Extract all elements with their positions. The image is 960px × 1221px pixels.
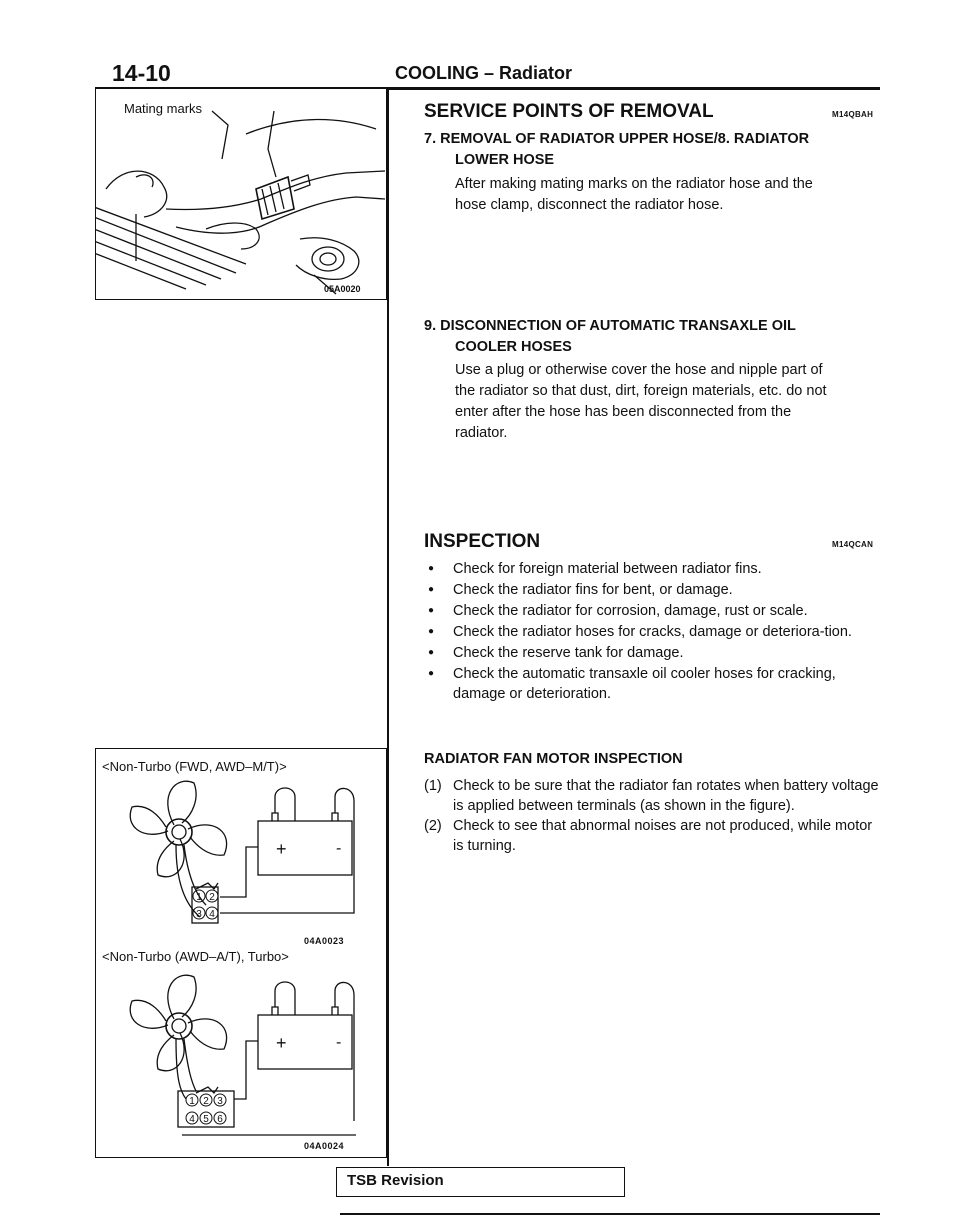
step9-text-line4: radiator. bbox=[455, 425, 508, 441]
footer-rule bbox=[340, 1213, 880, 1215]
item-text: Check to see that abnormal noises are not produced, while motor is turning. bbox=[453, 818, 873, 854]
inspection-item: ● Check the radiator for corrosion, damage, rust or scale. bbox=[424, 601, 884, 621]
page-number: 14-10 bbox=[112, 60, 171, 86]
inspection-item: ● Check the radiator hoses for cracks, damage or deteriora-tion. bbox=[424, 622, 884, 642]
inspection-item: ● Check for foreign material between radiator fins. bbox=[424, 559, 884, 579]
fan-inspection-heading: RADIATOR FAN MOTOR INSPECTION bbox=[424, 751, 683, 767]
battery-minus-bottom: - bbox=[336, 1034, 342, 1051]
battery-plus-top: + bbox=[276, 839, 287, 859]
inspection-heading: INSPECTION bbox=[424, 531, 541, 552]
terminal-label: 1 bbox=[189, 1096, 195, 1107]
terminal-label: 3 bbox=[217, 1096, 223, 1107]
terminal-label: 4 bbox=[209, 909, 215, 920]
fan-motor-figure bbox=[95, 748, 387, 1158]
step7-text-line2: hose clamp, disconnect the radiator hose. bbox=[455, 197, 724, 213]
terminal-label: 5 bbox=[203, 1114, 209, 1125]
page-title: COOLING – Radiator bbox=[395, 63, 573, 83]
removal-code: M14QBAH bbox=[832, 110, 874, 119]
step9-text-line3: enter after the hose has been disconnected from the bbox=[455, 404, 792, 420]
item-number: (1) bbox=[424, 778, 442, 794]
battery-minus-top: - bbox=[336, 840, 342, 857]
item-text: Check to be sure that the radiator fan rotates when battery voltage is applied between terminals (as shown in the figure). bbox=[453, 778, 879, 814]
terminal-label: 1 bbox=[196, 892, 202, 903]
terminal-label: 6 bbox=[217, 1114, 223, 1125]
step7-title-line1: 7. REMOVAL OF RADIATOR UPPER HOSE/8. RADIATOR bbox=[424, 131, 810, 147]
step9-title-line1: 9. DISCONNECTION OF AUTOMATIC TRANSAXLE OIL bbox=[424, 318, 796, 334]
fan-inspection-item bbox=[424, 816, 884, 856]
item-number: (2) bbox=[424, 818, 442, 834]
inspection-item: ● Check the reserve tank for damage. bbox=[424, 643, 884, 663]
fan-wiring-diagram-bottom bbox=[96, 971, 385, 1141]
fan-figure-label-bottom: <Non-Turbo (AWD–A/T), Turbo> bbox=[102, 949, 289, 964]
step7-text-line1: After making mating marks on the radiator hose and the bbox=[455, 176, 813, 192]
fan-figure-code-top: 04A0023 bbox=[304, 936, 345, 946]
radiator-hose-figure bbox=[95, 88, 387, 300]
figure1-code: 05A0020 bbox=[324, 284, 361, 294]
tsb-revision-label: TSB Revision bbox=[347, 1172, 444, 1189]
step9-text-line1: Use a plug or otherwise cover the hose and nipple part of bbox=[455, 362, 823, 378]
fan-figure-label-top: <Non-Turbo (FWD, AWD–M/T)> bbox=[102, 759, 287, 774]
step7-title-line2: LOWER HOSE bbox=[455, 152, 555, 168]
fan-inspection-list bbox=[424, 776, 884, 856]
removal-heading: SERVICE POINTS OF REMOVAL bbox=[424, 101, 714, 122]
step9-text-line2: the radiator so that dust, dirt, foreign materials, etc. do not bbox=[455, 383, 827, 399]
inspection-item: ● Check the automatic transaxle oil cooler hoses for cracking, damage or deterioration. bbox=[424, 664, 884, 704]
inspection-list bbox=[424, 559, 884, 705]
column-divider bbox=[387, 88, 389, 1166]
step9-title-line2: COOLER HOSES bbox=[455, 339, 572, 355]
fan-inspection-item bbox=[424, 776, 884, 816]
inspection-code: M14QCAN bbox=[832, 540, 874, 549]
terminal-label: 2 bbox=[209, 892, 215, 903]
terminal-label: 3 bbox=[196, 909, 202, 920]
radiator-hose-illustration bbox=[96, 89, 385, 298]
fan-figure-code-bottom: 04A0024 bbox=[304, 1141, 345, 1151]
mating-marks-label: Mating marks bbox=[124, 101, 203, 116]
terminal-label: 2 bbox=[203, 1096, 209, 1107]
battery-plus-bottom: + bbox=[276, 1033, 287, 1053]
terminal-label: 4 bbox=[189, 1114, 195, 1125]
fan-wiring-diagram-top bbox=[96, 777, 385, 937]
inspection-item: ● Check the radiator fins for bent, or damage. bbox=[424, 580, 884, 600]
